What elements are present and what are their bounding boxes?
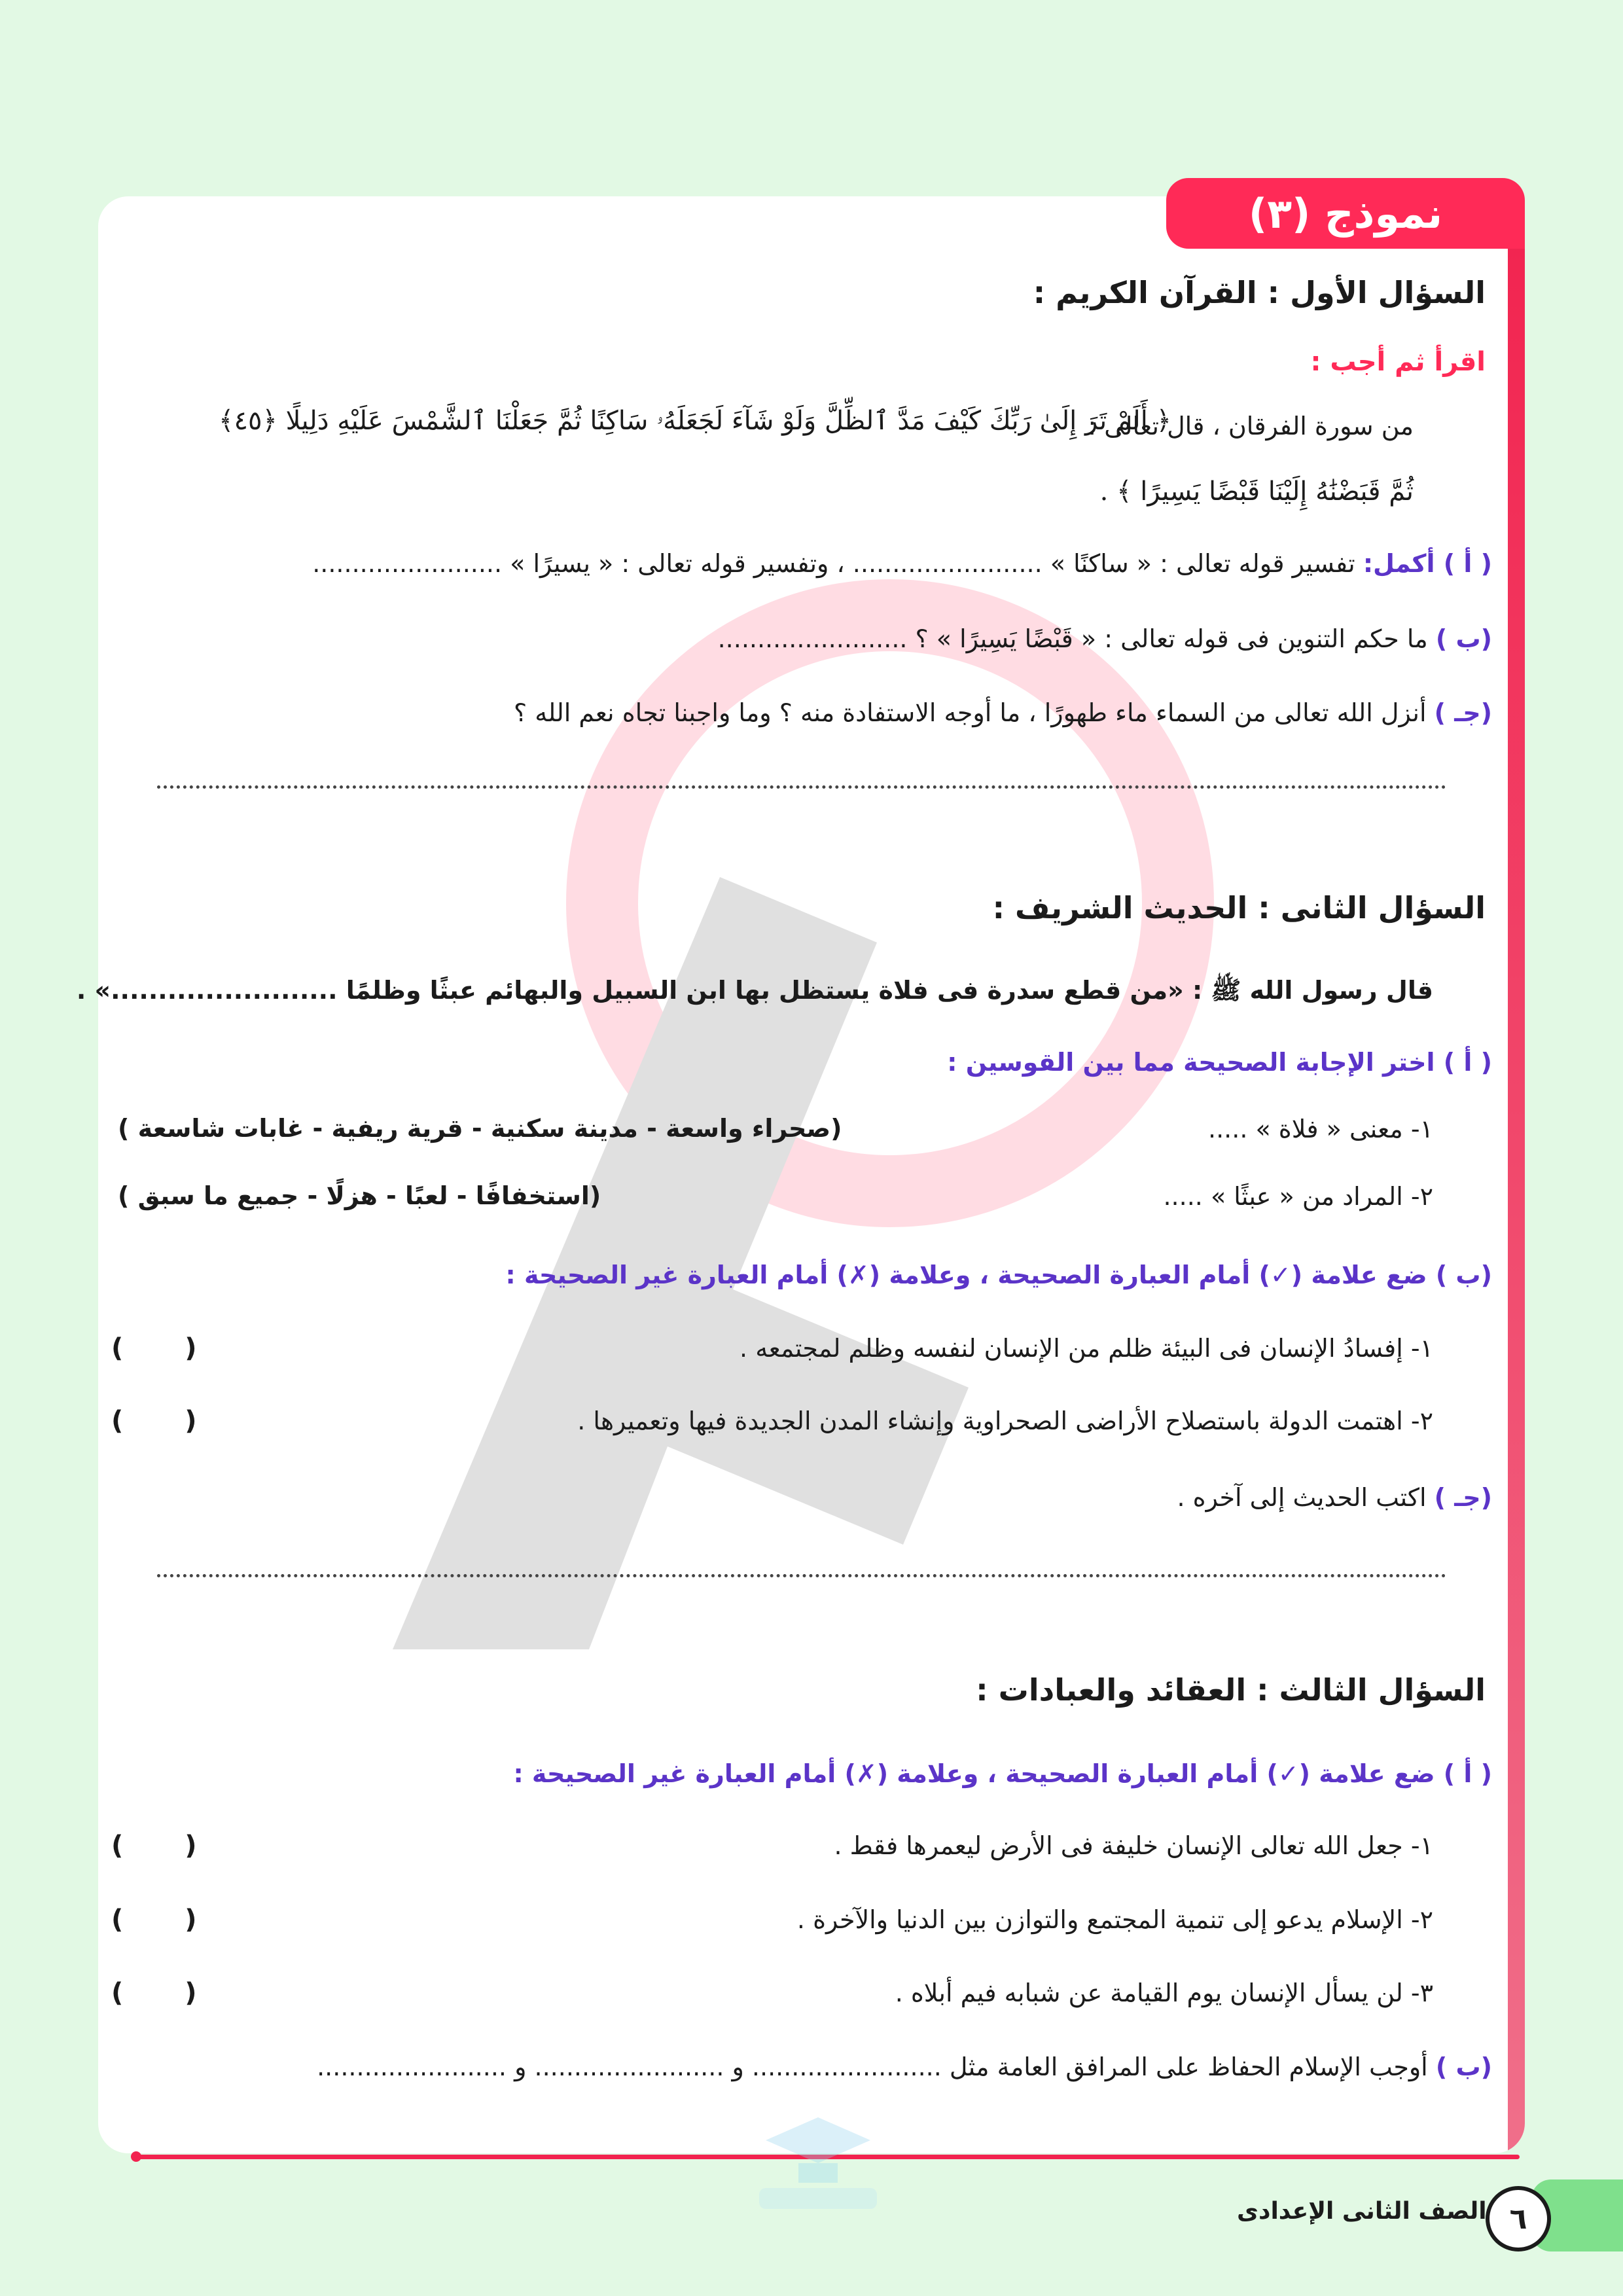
q2-b2: ٢- اهتمت الدولة باستصلاح الأراضى الصحراوية وإنشاء المدن الجديدة فيها وتعميرها . bbox=[577, 1407, 1433, 1435]
q2-c-text: اكتب الحديث إلى آخره . bbox=[1177, 1483, 1427, 1512]
q1-part-b bbox=[718, 624, 1492, 655]
q3-a-label: ( أ ) ضع علامة (✓) أمام العبارة الصحيحة ، وعلامة (✗) أمام العبارة غير الصحيحة : bbox=[513, 1759, 1492, 1788]
q1-b-text: ما حكم التنوين فى قوله تعالى : « قَبْضًا يَسِيرًا » ؟ ........................ bbox=[717, 624, 1428, 653]
q3-b-label: (ب ) bbox=[1435, 2053, 1492, 2081]
q1-intro: من سورة الفرقان ، قال تعالى : bbox=[1088, 412, 1414, 440]
q1-heading: السؤال الأول : القرآن الكريم : bbox=[1033, 275, 1486, 310]
q1-verse-line2: ثُمَّ قَبَضْنَٰهُ إِلَيْنَا قَبْضًا يَسِيرًا ﴾ . bbox=[1099, 476, 1414, 507]
q2-a2: ٢- المراد من « عبثًا » ..... bbox=[1163, 1182, 1433, 1211]
q2-b2-answer-box[interactable]: ( ) bbox=[111, 1406, 223, 1436]
q3-a2-answer-box[interactable]: ( ) bbox=[111, 1905, 223, 1935]
q2-a1-choices: (صحراء واسعة - مدينة سكنية - قرية ريفية - غابات شاسعة ) bbox=[118, 1114, 842, 1143]
q1-instruction: اقرأ ثم أجب : bbox=[1310, 347, 1486, 377]
q1-part-c bbox=[514, 698, 1492, 729]
q2-answer-line[interactable] bbox=[157, 1574, 1446, 1577]
q2-b1: ١- إفسادُ الإنسان فى البيئة ظلم من الإنسان لنفسه وظلم لمجتمعه . bbox=[740, 1334, 1433, 1363]
q2-c-label: (جـ ) bbox=[1434, 1483, 1492, 1512]
q2-b1-answer-box[interactable]: ( ) bbox=[111, 1333, 223, 1363]
q1-verse-line1: ﴿ أَلَمْ تَرَ إِلَىٰ رَبِّكَ كَيْفَ مَدَّ ٱلظِّلَّ وَلَوْ شَآءَ لَجَعَلَهُۥ سَاكِنًا ثُمَّ جَعَلْنَا ٱلشَّمْسَ عَلَيْهِ دَلِيلًا ﴿٤٥﴾ bbox=[219, 406, 1171, 436]
q2-a2-choices: (استخفافًا - لعبًا - هزلًا - جميع ما سبق ) bbox=[118, 1181, 601, 1210]
q3-a1: ١- جعل الله تعالى الإنسان خليفة فى الأرض ليعمرها فقط . bbox=[834, 1831, 1433, 1860]
q3-a2: ٢- الإسلام يدعو إلى تنمية المجتمع والتوازن بين الدنيا والآخرة . bbox=[796, 1905, 1433, 1934]
q3-part-b bbox=[317, 2052, 1492, 2083]
q2-hadith: قال رسول الله ﷺ : «من قطع سدرة فى فلاة يستظل بها ابن السبيل والبهائم عبثًا وظلمًا ........................» . bbox=[76, 976, 1433, 1005]
q2-a1: ١- معنى « فلاة » ..... bbox=[1208, 1115, 1433, 1143]
publisher-logo-icon bbox=[720, 2111, 916, 2215]
q1-a-text: تفسير قوله تعالى : « ساكنًا » ........................ ، وتفسير قوله تعالى : « يسيرًا » ........................ bbox=[312, 549, 1355, 578]
q1-b-label: (ب ) bbox=[1435, 624, 1492, 653]
q2-a-label: ( أ ) اختر الإجابة الصحيحة مما بين القوسين : bbox=[947, 1048, 1492, 1077]
q1-part-a bbox=[312, 548, 1492, 580]
q2-part-c bbox=[1177, 1482, 1493, 1514]
q3-a3-answer-box[interactable]: ( ) bbox=[111, 1978, 223, 2008]
card-edge-stripe bbox=[1508, 196, 1525, 2153]
q2-b-label: (ب ) ضع علامة (✓) أمام العبارة الصحيحة ، وعلامة (✗) أمام العبارة غير الصحيحة : bbox=[505, 1261, 1492, 1289]
q3-b-text: أوجب الإسلام الحفاظ على المرافق العامة مثل ........................ و ........................ و ........................ bbox=[317, 2053, 1428, 2081]
q3-a3: ٣- لن يسأل الإنسان يوم القيامة عن شبابه فيم أبلاه . bbox=[895, 1979, 1433, 2007]
q3-a1-answer-box[interactable]: ( ) bbox=[111, 1831, 223, 1861]
q2-heading: السؤال الثانى : الحديث الشريف : bbox=[992, 890, 1486, 925]
q3-heading: السؤال الثالث : العقائد والعبادات : bbox=[976, 1672, 1486, 1708]
page-number: ٦ bbox=[1486, 2186, 1551, 2251]
q1-a-label: ( أ ) أكمل: bbox=[1363, 549, 1492, 578]
q1-answer-line[interactable] bbox=[157, 785, 1446, 789]
footer-divider-dot bbox=[131, 2151, 141, 2162]
grade-label: الصف الثانى الإعدادى bbox=[1237, 2198, 1487, 2225]
q1-c-text: أنزل الله تعالى من السماء ماء طهورًا ، ما أوجه الاستفادة منه ؟ وما واجبنا تجاه نعم الله ؟ bbox=[514, 698, 1427, 727]
q1-c-label: (جـ ) bbox=[1434, 698, 1492, 727]
page-title: نموذج (٣) bbox=[1166, 178, 1525, 249]
